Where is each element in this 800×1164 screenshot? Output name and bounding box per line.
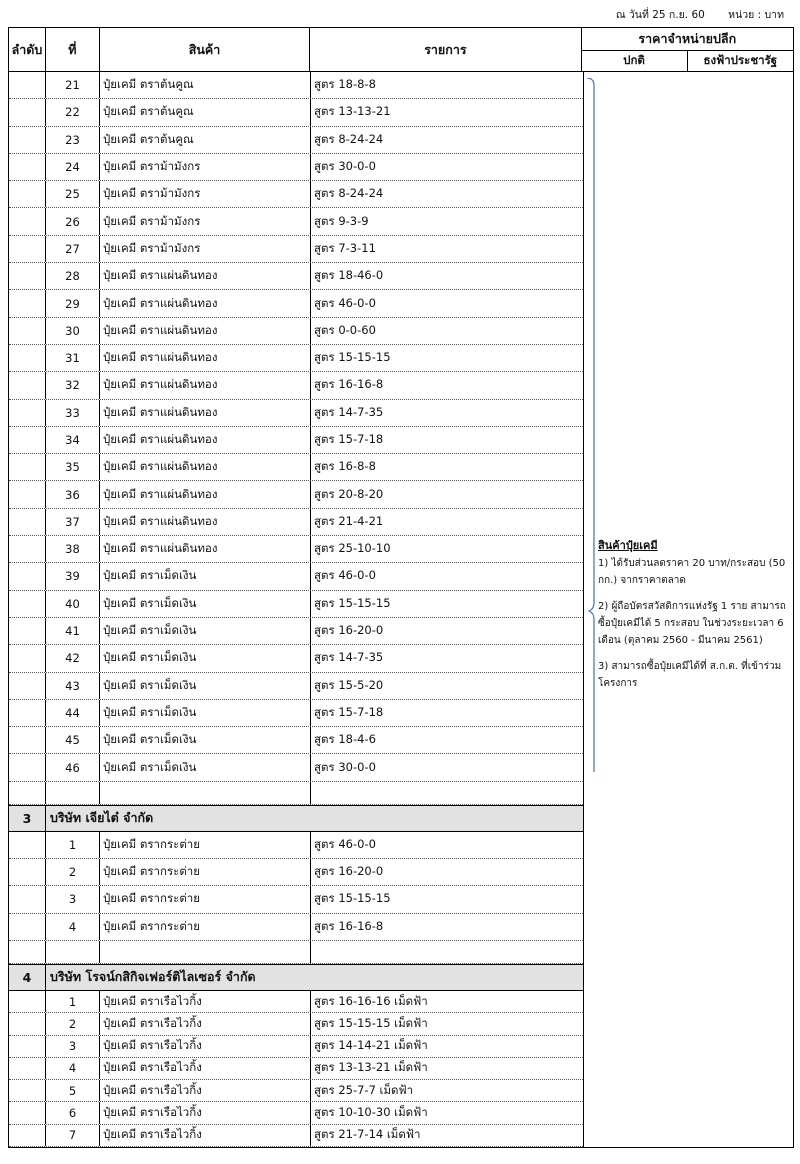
cell-desc: สูตร 46-0-0: [314, 295, 376, 310]
cell-product: ปุ๋ยเคมี ตราเม็ดเงิน: [100, 645, 311, 671]
cell-seq: [9, 72, 46, 98]
cell-product: ปุ๋ยเคมี ตราเม็ดเงิน: [100, 618, 311, 644]
cell-desc: สูตร 16-16-8: [314, 377, 384, 392]
table-row: [9, 509, 583, 536]
cell-product: ปุ๋ยเคมี ตราเรือไวกิ้ง: [100, 1080, 311, 1101]
cell-seq: [9, 563, 46, 589]
cell-seq: [9, 536, 46, 562]
cell-no: 21: [46, 72, 100, 98]
cell-seq: [9, 1080, 46, 1101]
cell-no: [46, 941, 100, 963]
table-body: [9, 72, 583, 1147]
cell-desc: สูตร 16-16-8: [314, 918, 384, 933]
cell-product: ปุ๋ยเคมี ตราแผ่นดินทอง: [100, 536, 311, 562]
cell-no: 30: [46, 318, 100, 344]
report-meta: [596, 6, 784, 23]
cell-desc: สูตร 30-0-0: [314, 159, 376, 174]
cell-desc: สูตร 30-0-0: [314, 759, 376, 774]
cell-no: 42: [46, 645, 100, 671]
cell-product: ปุ๋ยเคมี ตราม้ามังกร: [100, 181, 311, 207]
cell-no: 6: [46, 1102, 100, 1123]
cell-no: 3: [46, 1036, 100, 1057]
notes-box: [598, 537, 794, 701]
col-desc: รายการ: [310, 28, 581, 71]
cell-desc: สูตร 46-0-0: [314, 836, 376, 851]
cell-seq: [9, 1013, 46, 1034]
cell-no: 34: [46, 427, 100, 453]
cell-product: ปุ๋ยเคมี ตราแผ่นดินทอง: [100, 400, 311, 426]
cell-product: ปุ๋ยเคมี ตราเรือไวกิ้ง: [100, 1102, 311, 1123]
cell-no: 5: [46, 1080, 100, 1101]
cell-desc: สูตร 18-8-8: [314, 77, 376, 92]
cell-product: ปุ๋ยเคมี ตราแผ่นดินทอง: [100, 318, 311, 344]
cell-no: 25: [46, 181, 100, 207]
cell-desc: สูตร 18-4-6: [314, 732, 376, 747]
cell-product: ปุ๋ยเคมี ตราม้ามังกร: [100, 154, 311, 180]
cell-no: 36: [46, 481, 100, 507]
note-item: 3) สามารถซื้อปุ๋ยเคมีได้ที่ ส.ก.ต. ที่เข้าร่วมโครงการ: [598, 661, 782, 689]
cell-seq: [9, 427, 46, 453]
cell-desc: สูตร 21-7-14 เม็ดฟ้า: [314, 1127, 421, 1142]
table-row: [9, 832, 583, 859]
company-row: [9, 964, 583, 991]
table-row: [9, 914, 583, 941]
cell-desc: สูตร 8-24-24: [314, 131, 384, 146]
table-row: [9, 400, 583, 427]
cell-desc: สูตร 15-5-20: [314, 677, 384, 692]
company-seq: 4: [9, 965, 46, 990]
cell-desc: สูตร 7-3-11: [314, 240, 376, 255]
table-row: [9, 700, 583, 727]
cell-seq: [9, 481, 46, 507]
cell-seq: [9, 99, 46, 125]
cell-desc: สูตร 15-7-18: [314, 704, 384, 719]
cell-desc: สูตร 14-14-21 เม็ดฟ้า: [314, 1038, 428, 1053]
company-seq: 3: [9, 806, 46, 831]
cell-desc: สูตร 15-15-15: [314, 350, 391, 365]
cell-seq: [9, 372, 46, 398]
cell-no: [46, 782, 100, 804]
cell-desc: สูตร 15-15-15 เม็ดฟ้า: [314, 1015, 428, 1030]
cell-desc: [311, 941, 583, 963]
cell-product: ปุ๋ยเคมี ตราเม็ดเงิน: [100, 563, 311, 589]
cell-desc: สูตร 46-0-0: [314, 568, 376, 583]
cell-seq: [9, 700, 46, 726]
table-header: [9, 28, 793, 72]
cell-desc: สูตร 16-20-0: [314, 623, 384, 638]
cell-no: 1: [46, 832, 100, 858]
cell-product: ปุ๋ยเคมี ตราแผ่นดินทอง: [100, 481, 311, 507]
cell-no: 23: [46, 127, 100, 153]
cell-no: 37: [46, 509, 100, 535]
cell-no: 1: [46, 991, 100, 1012]
note-item: 2) ผู้ถือบัตรสวัสดิการแห่งรัฐ 1 ราย สามารถซื้อปุ๋ยเคมีได้ 5 กระสอบ ในช่วงระยะเวลา 6 เดือน (ตุลาคม 2560 - มีนาคม 2561): [598, 601, 786, 646]
notes-column: [583, 72, 793, 1147]
cell-product: ปุ๋ยเคมี ตราเรือไวกิ้ง: [100, 1058, 311, 1079]
cell-seq: [9, 154, 46, 180]
cell-seq: [9, 782, 46, 804]
cell-no: 41: [46, 618, 100, 644]
cell-desc: สูตร 25-7-7 เม็ดฟ้า: [314, 1082, 414, 1097]
cell-product: ปุ๋ยเคมี ตราแผ่นดินทอง: [100, 263, 311, 289]
cell-no: 2: [46, 1013, 100, 1034]
cell-seq: [9, 645, 46, 671]
cell-seq: [9, 318, 46, 344]
table-row: [9, 727, 583, 754]
cell-no: 45: [46, 727, 100, 753]
price-table: [8, 27, 794, 1148]
company-name: บริษัท เจียไต๋ จำกัด: [50, 810, 154, 826]
table-row: [9, 290, 583, 317]
cell-desc: สูตร 13-13-21: [314, 104, 391, 119]
cell-desc: สูตร 21-4-21: [314, 513, 384, 528]
cell-no: 27: [46, 236, 100, 262]
table-row: [9, 1036, 583, 1058]
cell-seq: [9, 914, 46, 940]
cell-product: ปุ๋ยเคมี ตราแผ่นดินทอง: [100, 372, 311, 398]
col-no: ที่: [46, 28, 100, 71]
cell-desc: สูตร 15-15-15: [314, 891, 391, 906]
report-date: ณ วันที่ 25 ก.ย. 60: [615, 9, 705, 21]
cell-no: 28: [46, 263, 100, 289]
bracket-line: [586, 78, 595, 772]
table-row: [9, 345, 583, 372]
cell-seq: [9, 290, 46, 316]
cell-desc: สูตร 8-24-24: [314, 186, 384, 201]
cell-seq: [9, 345, 46, 371]
table-row: [9, 1013, 583, 1035]
table-row: [9, 372, 583, 399]
cell-product: ปุ๋ยเคมี ตราม้ามังกร: [100, 208, 311, 234]
cell-no: 24: [46, 154, 100, 180]
cell-seq: [9, 509, 46, 535]
cell-desc: สูตร 15-7-18: [314, 432, 384, 446]
cell-product: ปุ๋ยเคมี ตราเม็ดเงิน: [100, 700, 311, 726]
table-row: [9, 673, 583, 700]
cell-no: 3: [46, 886, 100, 912]
col-price-flag: ธงฟ้าประชารัฐ: [703, 52, 778, 67]
cell-desc: สูตร 16-20-0: [314, 864, 384, 879]
table-row: [9, 427, 583, 454]
company-row: [9, 805, 583, 832]
cell-no: 44: [46, 700, 100, 726]
cell-seq: [9, 886, 46, 912]
cell-no: 22: [46, 99, 100, 125]
table-row: [9, 563, 583, 590]
cell-product: ปุ๋ยเคมี ตรากระต่าย: [100, 886, 311, 912]
cell-no: 39: [46, 563, 100, 589]
table-row: [9, 481, 583, 508]
table-row: [9, 154, 583, 181]
cell-seq: [9, 236, 46, 262]
cell-seq: [9, 1125, 46, 1146]
table-row: [9, 236, 583, 263]
cell-product: ปุ๋ยเคมี ตราแผ่นดินทอง: [100, 290, 311, 316]
table-row: [9, 72, 583, 99]
report-unit: หน่วย : บาท: [728, 9, 784, 21]
cell-product: ปุ๋ยเคมี ตราเรือไวกิ้ง: [100, 991, 311, 1012]
cell-seq: [9, 618, 46, 644]
cell-product: [100, 941, 311, 963]
col-product: สินค้า: [100, 28, 310, 71]
table-row: [9, 941, 583, 964]
table-row: [9, 318, 583, 345]
cell-seq: [9, 263, 46, 289]
cell-product: ปุ๋ยเคมี ตราเม็ดเงิน: [100, 673, 311, 699]
cell-product: ปุ๋ยเคมี ตราม้ามังกร: [100, 236, 311, 262]
cell-seq: [9, 127, 46, 153]
cell-product: ปุ๋ยเคมี ตราเม็ดเงิน: [100, 727, 311, 753]
cell-desc: สูตร 20-8-20: [314, 486, 384, 501]
cell-product: ปุ๋ยเคมี ตราเรือไวกิ้ง: [100, 1036, 311, 1057]
cell-no: 46: [46, 754, 100, 780]
table-row: [9, 454, 583, 481]
cell-product: ปุ๋ยเคมี ตราแผ่นดินทอง: [100, 345, 311, 371]
cell-seq: [9, 181, 46, 207]
table-row: [9, 181, 583, 208]
table-row: [9, 263, 583, 290]
cell-seq: [9, 454, 46, 480]
cell-seq: [9, 591, 46, 617]
table-row: [9, 1125, 583, 1147]
cell-seq: [9, 208, 46, 234]
cell-product: ปุ๋ยเคมี ตราเม็ดเงิน: [100, 591, 311, 617]
cell-no: 4: [46, 914, 100, 940]
table-row: [9, 754, 583, 781]
cell-product: ปุ๋ยเคมี ตราต้นคูณ: [100, 72, 311, 98]
cell-no: 7: [46, 1125, 100, 1146]
cell-desc: สูตร 25-10-10: [314, 541, 391, 556]
cell-product: [100, 782, 311, 804]
cell-no: 31: [46, 345, 100, 371]
table-row: [9, 859, 583, 886]
cell-desc: สูตร 14-7-35: [314, 650, 384, 665]
col-price-normal: ปกติ: [582, 51, 688, 71]
table-row: [9, 991, 583, 1013]
cell-desc: สูตร 9-3-9: [314, 213, 369, 228]
cell-no: 33: [46, 400, 100, 426]
cell-seq: [9, 673, 46, 699]
col-seq: ลำดับ: [9, 28, 46, 71]
cell-product: ปุ๋ยเคมี ตราต้นคูณ: [100, 127, 311, 153]
cell-seq: [9, 1058, 46, 1079]
table-row: [9, 645, 583, 672]
cell-product: ปุ๋ยเคมี ตรากระต่าย: [100, 914, 311, 940]
cell-product: ปุ๋ยเคมี ตราแผ่นดินทอง: [100, 509, 311, 535]
table-row: [9, 536, 583, 563]
cell-product: ปุ๋ยเคมี ตราแผ่นดินทอง: [100, 427, 311, 453]
cell-product: ปุ๋ยเคมี ตราเม็ดเงิน: [100, 754, 311, 780]
table-row: [9, 1102, 583, 1124]
cell-no: 2: [46, 859, 100, 885]
cell-desc: สูตร 10-10-30 เม็ดฟ้า: [314, 1105, 428, 1120]
cell-no: 43: [46, 673, 100, 699]
cell-product: ปุ๋ยเคมี ตรากระต่าย: [100, 832, 311, 858]
cell-seq: [9, 941, 46, 963]
cell-seq: [9, 1036, 46, 1057]
table-row: [9, 99, 583, 126]
cell-seq: [9, 754, 46, 780]
cell-product: ปุ๋ยเคมี ตราเรือไวกิ้ง: [100, 1125, 311, 1146]
cell-desc: สูตร 0-0-60: [314, 322, 376, 337]
cell-product: ปุ๋ยเคมี ตรากระต่าย: [100, 859, 311, 885]
col-price-group: [582, 28, 793, 71]
cell-product: ปุ๋ยเคมี ตราแผ่นดินทอง: [100, 454, 311, 480]
cell-no: 32: [46, 372, 100, 398]
cell-no: 4: [46, 1058, 100, 1079]
cell-product: ปุ๋ยเคมี ตราต้นคูณ: [100, 99, 311, 125]
cell-seq: [9, 1102, 46, 1123]
cell-desc: สูตร 15-15-15: [314, 595, 391, 610]
cell-desc: สูตร 18-46-0: [314, 268, 384, 283]
cell-no: 38: [46, 536, 100, 562]
notes-title: สินค้าปุ๋ยเคมี: [598, 539, 658, 552]
cell-desc: สูตร 16-8-8: [314, 459, 376, 474]
cell-seq: [9, 400, 46, 426]
cell-product: ปุ๋ยเคมี ตราเรือไวกิ้ง: [100, 1013, 311, 1034]
table-row: [9, 591, 583, 618]
cell-seq: [9, 727, 46, 753]
table-row: [9, 782, 583, 805]
cell-no: 26: [46, 208, 100, 234]
table-row: [9, 886, 583, 913]
cell-no: 29: [46, 290, 100, 316]
cell-no: 40: [46, 591, 100, 617]
cell-desc: สูตร 14-7-35: [314, 404, 384, 419]
table-row: [9, 208, 583, 235]
cell-desc: สูตร 13-13-21 เม็ดฟ้า: [314, 1060, 428, 1075]
company-name: บริษัท โรจน์กสิกิจเฟอร์ติไลเซอร์ จำกัด: [50, 969, 256, 985]
cell-seq: [9, 859, 46, 885]
table-row: [9, 127, 583, 154]
col-price: ราคาจำหน่ายปลีก: [582, 29, 793, 51]
note-item: 1) ได้รับส่วนลดราคา 20 บาท/กระสอบ (50 กก.) จากราคาตลาด: [598, 558, 786, 586]
cell-desc: [311, 782, 583, 804]
cell-seq: [9, 991, 46, 1012]
table-row: [9, 1080, 583, 1102]
cell-seq: [9, 832, 46, 858]
cell-desc: สูตร 16-16-16 เม็ดฟ้า: [314, 993, 428, 1008]
table-row: [9, 1058, 583, 1080]
table-row: [9, 618, 583, 645]
cell-no: 35: [46, 454, 100, 480]
